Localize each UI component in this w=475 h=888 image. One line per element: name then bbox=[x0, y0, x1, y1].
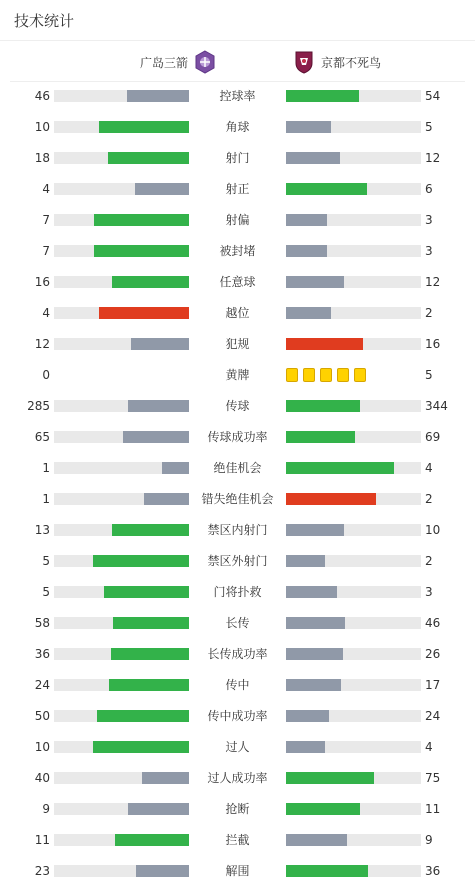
home-bar-fill bbox=[142, 772, 189, 784]
away-team-name: 京都不死鸟 bbox=[321, 55, 382, 70]
away-bar-track bbox=[286, 586, 421, 598]
away-bar-fill bbox=[286, 648, 343, 660]
home-bar-track bbox=[54, 400, 189, 412]
home-bar-track bbox=[54, 307, 189, 319]
home-bar-track bbox=[54, 865, 189, 877]
yellow-card-icon bbox=[286, 368, 298, 382]
away-bar-fill bbox=[286, 245, 327, 257]
away-value: 4 bbox=[425, 740, 433, 754]
home-bar-track bbox=[54, 462, 189, 474]
home-bar-fill bbox=[93, 741, 189, 753]
home-value: 18 bbox=[34, 151, 50, 165]
home-bar-fill bbox=[123, 431, 189, 443]
home-bar-fill bbox=[99, 307, 189, 319]
away-bar-fill bbox=[286, 617, 345, 629]
stat-row bbox=[0, 236, 475, 267]
home-value: 4 bbox=[42, 306, 50, 320]
home-value: 16 bbox=[34, 275, 50, 289]
away-bar-fill bbox=[286, 152, 340, 164]
home-bar-track bbox=[54, 834, 189, 846]
home-bar-track bbox=[54, 555, 189, 567]
home-bar-track bbox=[54, 493, 189, 505]
stat-row bbox=[0, 856, 475, 887]
home-bar-fill bbox=[135, 183, 189, 195]
home-value: 0 bbox=[42, 368, 50, 382]
stat-row bbox=[0, 391, 475, 422]
home-value: 7 bbox=[42, 213, 50, 227]
away-bar-fill bbox=[286, 307, 331, 319]
away-bar-fill bbox=[286, 524, 344, 536]
home-value: 40 bbox=[34, 771, 50, 785]
stat-label: 过人 bbox=[225, 740, 250, 754]
home-bar-track bbox=[54, 431, 189, 443]
away-bar-track bbox=[286, 307, 421, 319]
away-bar-track bbox=[286, 679, 421, 691]
home-value: 13 bbox=[34, 523, 50, 537]
stat-label: 长传成功率 bbox=[207, 647, 268, 661]
away-bar-track bbox=[286, 276, 421, 288]
away-bar-track bbox=[286, 493, 421, 505]
stat-label: 射正 bbox=[225, 182, 250, 196]
home-value: 11 bbox=[34, 833, 50, 847]
stat-row bbox=[0, 484, 475, 515]
away-bar-track bbox=[286, 524, 421, 536]
home-value: 5 bbox=[42, 585, 50, 599]
stat-label: 犯规 bbox=[225, 337, 250, 351]
away-bar-track bbox=[286, 648, 421, 660]
home-bar-fill bbox=[112, 524, 189, 536]
home-value: 23 bbox=[34, 864, 50, 878]
away-value: 17 bbox=[425, 678, 441, 692]
away-bar-track bbox=[286, 834, 421, 846]
away-bar-fill bbox=[286, 493, 376, 505]
stat-row bbox=[0, 112, 475, 143]
away-bar-fill bbox=[286, 555, 325, 567]
home-bar-fill bbox=[113, 617, 189, 629]
home-value: 1 bbox=[42, 492, 50, 506]
home-bar-track bbox=[54, 524, 189, 536]
away-value: 5 bbox=[425, 120, 433, 134]
stat-row bbox=[0, 515, 475, 546]
stat-row bbox=[0, 639, 475, 670]
stat-row bbox=[0, 360, 475, 391]
home-bar-track bbox=[54, 152, 189, 164]
stat-row bbox=[0, 174, 475, 205]
stat-label: 黄牌 bbox=[225, 368, 250, 382]
away-bar-fill bbox=[286, 90, 359, 102]
away-value: 344 bbox=[425, 399, 448, 413]
home-bar-track bbox=[54, 90, 189, 102]
home-bar-track bbox=[54, 276, 189, 288]
stat-label: 抢断 bbox=[225, 802, 250, 816]
stat-label: 传球 bbox=[225, 399, 250, 413]
home-bar-track bbox=[54, 648, 189, 660]
away-value: 4 bbox=[425, 461, 433, 475]
away-bar-track bbox=[286, 772, 421, 784]
home-value: 12 bbox=[34, 337, 50, 351]
away-bar-track bbox=[286, 710, 421, 722]
away-bar-fill bbox=[286, 462, 394, 474]
away-bar-track bbox=[286, 462, 421, 474]
stat-row bbox=[0, 81, 475, 112]
away-value: 54 bbox=[425, 89, 441, 103]
away-value: 5 bbox=[425, 368, 433, 382]
away-bar-fill bbox=[286, 741, 325, 753]
away-bar-fill bbox=[286, 121, 331, 133]
away-bar-fill bbox=[286, 586, 337, 598]
home-bar-fill bbox=[93, 555, 189, 567]
home-bar-fill bbox=[115, 834, 189, 846]
yellow-card-icon bbox=[320, 368, 332, 382]
home-value: 4 bbox=[42, 182, 50, 196]
home-bar-fill bbox=[112, 276, 189, 288]
away-value: 2 bbox=[425, 306, 433, 320]
away-value: 2 bbox=[425, 554, 433, 568]
stat-row bbox=[0, 825, 475, 856]
stat-row bbox=[0, 298, 475, 329]
home-value: 7 bbox=[42, 244, 50, 258]
home-bar-fill bbox=[104, 586, 189, 598]
stat-row bbox=[0, 453, 475, 484]
away-bar-track bbox=[286, 400, 421, 412]
away-value: 24 bbox=[425, 709, 441, 723]
away-bar-track bbox=[286, 865, 421, 877]
home-bar-track bbox=[54, 338, 189, 350]
away-value: 11 bbox=[425, 802, 441, 816]
home-bar-fill bbox=[128, 400, 189, 412]
away-bar-fill bbox=[286, 865, 368, 877]
away-bar-track bbox=[286, 741, 421, 753]
stat-row bbox=[0, 732, 475, 763]
away-value: 12 bbox=[425, 151, 441, 165]
home-value: 9 bbox=[42, 802, 50, 816]
home-bar-fill bbox=[109, 679, 189, 691]
away-bar-track bbox=[286, 245, 421, 257]
away-bar-fill bbox=[286, 276, 344, 288]
home-bar-fill bbox=[108, 152, 189, 164]
home-value: 36 bbox=[34, 647, 50, 661]
stat-label: 越位 bbox=[225, 306, 250, 320]
away-bar-fill bbox=[286, 338, 363, 350]
home-bar-fill bbox=[111, 648, 189, 660]
stat-label: 射偏 bbox=[225, 213, 250, 227]
home-bar-fill bbox=[94, 245, 189, 257]
away-value: 3 bbox=[425, 585, 433, 599]
away-bar-fill bbox=[286, 710, 329, 722]
away-value: 9 bbox=[425, 833, 433, 847]
away-bar-fill bbox=[286, 183, 367, 195]
away-bar-track bbox=[286, 555, 421, 567]
stat-row bbox=[0, 267, 475, 298]
stat-row bbox=[0, 701, 475, 732]
away-bar-track bbox=[286, 183, 421, 195]
page-title: 技术统计 bbox=[14, 12, 75, 30]
home-value: 24 bbox=[34, 678, 50, 692]
stat-row bbox=[0, 670, 475, 701]
away-value: 75 bbox=[425, 771, 441, 785]
stat-label: 解围 bbox=[225, 864, 250, 878]
away-value: 12 bbox=[425, 275, 441, 289]
away-yellow-cards bbox=[286, 368, 371, 382]
home-bar-fill bbox=[162, 462, 189, 474]
away-bar-track bbox=[286, 617, 421, 629]
home-bar-fill bbox=[97, 710, 189, 722]
away-value: 2 bbox=[425, 492, 433, 506]
away-bar-track bbox=[286, 214, 421, 226]
home-value: 285 bbox=[27, 399, 50, 413]
away-value: 69 bbox=[425, 430, 441, 444]
home-bar-track bbox=[54, 245, 189, 257]
home-bar-fill bbox=[131, 338, 189, 350]
home-value: 58 bbox=[34, 616, 50, 630]
home-bar-track bbox=[54, 617, 189, 629]
away-bar-fill bbox=[286, 834, 347, 846]
home-bar-track bbox=[54, 586, 189, 598]
away-value: 46 bbox=[425, 616, 441, 630]
home-team-name: 广岛三箭 bbox=[139, 55, 188, 70]
away-bar-fill bbox=[286, 214, 327, 226]
home-value: 65 bbox=[34, 430, 50, 444]
stat-label: 过人成功率 bbox=[207, 771, 268, 785]
stat-label: 禁区外射门 bbox=[207, 554, 268, 568]
home-bar-fill bbox=[128, 803, 189, 815]
stat-row bbox=[0, 577, 475, 608]
stat-label: 任意球 bbox=[219, 275, 256, 289]
away-value: 26 bbox=[425, 647, 441, 661]
home-value: 46 bbox=[34, 89, 50, 103]
away-value: 3 bbox=[425, 213, 433, 227]
stat-row bbox=[0, 205, 475, 236]
stat-label: 传中成功率 bbox=[207, 709, 268, 723]
stat-row bbox=[0, 422, 475, 453]
home-bar-track bbox=[54, 772, 189, 784]
away-bar-track bbox=[286, 803, 421, 815]
stat-label: 控球率 bbox=[219, 89, 256, 103]
home-value: 5 bbox=[42, 554, 50, 568]
home-value: 50 bbox=[34, 709, 50, 723]
away-bar-fill bbox=[286, 400, 360, 412]
yellow-card-icon bbox=[337, 368, 349, 382]
home-bar-track bbox=[54, 741, 189, 753]
home-bar-fill bbox=[144, 493, 189, 505]
away-bar-track bbox=[286, 121, 421, 133]
stat-row bbox=[0, 763, 475, 794]
home-value: 10 bbox=[34, 740, 50, 754]
stat-row bbox=[0, 329, 475, 360]
away-team-logo-icon bbox=[293, 50, 315, 74]
stat-label: 绝佳机会 bbox=[213, 461, 262, 475]
home-bar-track bbox=[54, 710, 189, 722]
home-bar-fill bbox=[94, 214, 189, 226]
away-bar-track bbox=[286, 152, 421, 164]
stat-row bbox=[0, 608, 475, 639]
home-bar-fill bbox=[127, 90, 189, 102]
stat-label: 长传 bbox=[225, 616, 250, 630]
stat-label: 射门 bbox=[225, 151, 250, 165]
home-team[interactable] bbox=[140, 44, 216, 80]
home-bar-track bbox=[54, 121, 189, 133]
home-bar-track bbox=[54, 214, 189, 226]
away-bar-fill bbox=[286, 679, 341, 691]
away-value: 6 bbox=[425, 182, 433, 196]
stat-label: 角球 bbox=[225, 120, 250, 134]
stat-label: 传球成功率 bbox=[207, 430, 268, 444]
stat-label: 门将扑救 bbox=[213, 585, 262, 599]
home-bar-track bbox=[54, 803, 189, 815]
home-bar-fill bbox=[99, 121, 189, 133]
away-bar-track bbox=[286, 338, 421, 350]
away-bar-fill bbox=[286, 803, 360, 815]
away-bar-track bbox=[286, 431, 421, 443]
home-bar-fill bbox=[136, 865, 189, 877]
away-value: 3 bbox=[425, 244, 433, 258]
stat-row bbox=[0, 143, 475, 174]
stat-label: 传中 bbox=[225, 678, 250, 692]
away-value: 36 bbox=[425, 864, 441, 878]
away-bar-track bbox=[286, 90, 421, 102]
stat-label: 拦截 bbox=[225, 833, 250, 847]
yellow-card-icon bbox=[354, 368, 366, 382]
home-bar-track bbox=[54, 183, 189, 195]
stat-label: 错失绝佳机会 bbox=[201, 492, 274, 506]
teams-header bbox=[10, 44, 465, 80]
away-bar-fill bbox=[286, 772, 374, 784]
stat-label: 被封堵 bbox=[219, 244, 256, 258]
title-divider bbox=[0, 40, 475, 41]
stat-label: 禁区内射门 bbox=[207, 523, 268, 537]
away-value: 10 bbox=[425, 523, 441, 537]
away-team[interactable] bbox=[293, 44, 381, 80]
stat-row bbox=[0, 546, 475, 577]
home-bar-track bbox=[54, 679, 189, 691]
home-value: 10 bbox=[34, 120, 50, 134]
stat-row bbox=[0, 794, 475, 825]
away-bar-fill bbox=[286, 431, 355, 443]
home-value: 1 bbox=[42, 461, 50, 475]
yellow-card-icon bbox=[303, 368, 315, 382]
home-team-logo-icon bbox=[194, 50, 216, 74]
away-value: 16 bbox=[425, 337, 441, 351]
